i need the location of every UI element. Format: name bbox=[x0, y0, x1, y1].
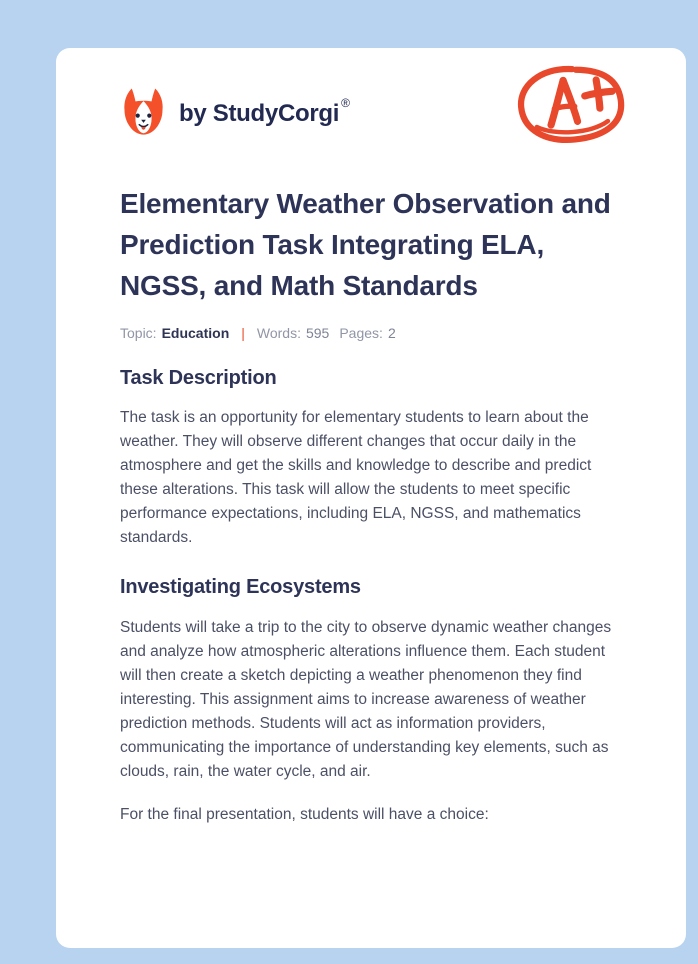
paragraph: For the final presentation, students will have a choice: bbox=[120, 805, 489, 823]
brand-text: by StudyCorgi ® bbox=[179, 96, 350, 127]
corgi-mascot-icon bbox=[120, 87, 167, 137]
topic-link[interactable]: Education bbox=[161, 324, 230, 341]
meta-separator: | bbox=[241, 324, 245, 341]
grade-badge bbox=[512, 63, 630, 145]
topic-label: Topic: bbox=[120, 324, 157, 341]
meta-row bbox=[120, 325, 630, 341]
document-card bbox=[56, 48, 686, 948]
section-task-description bbox=[120, 367, 630, 551]
a-plus-badge-icon bbox=[512, 63, 630, 145]
header bbox=[120, 63, 630, 145]
words-label: Words: bbox=[256, 324, 301, 341]
paragraph: The task is an opportunity for elementary students to learn about the weather. They will observe different changes that occur daily in the atmosphere and get the skills and knowledge to describe and predict these alterations. This task will allow the students to meet specific performance expectations, including ELA, NGSS, and mathematics standards. bbox=[120, 409, 592, 547]
section-investigating-ecosystems bbox=[120, 576, 630, 827]
pages-label: Pages: bbox=[339, 324, 383, 341]
studycorgi-logo[interactable] bbox=[120, 87, 350, 137]
registered-mark-icon: ® bbox=[341, 96, 350, 110]
pages-value: 2 bbox=[387, 324, 396, 341]
words-value: 595 bbox=[305, 324, 330, 341]
section-heading: Task Description bbox=[120, 366, 277, 389]
section-heading: Investigating Ecosystems bbox=[120, 576, 361, 599]
paragraph: Students will take a trip to the city to observe dynamic weather changes and analyze how atmospheric alterations influence them. Each student will then create a sketch depicting a weather phenomenon they find interesting. This assignment aims to increase awareness of weather prediction methods. Students will act as information providers, communicating the importance of understanding key elements, such as clouds, rain, the water cycle, and air. bbox=[120, 618, 612, 780]
page-title: Elementary Weather Observation and Prediction Task Integrating ELA, NGSS, and Math Standards bbox=[120, 188, 611, 301]
